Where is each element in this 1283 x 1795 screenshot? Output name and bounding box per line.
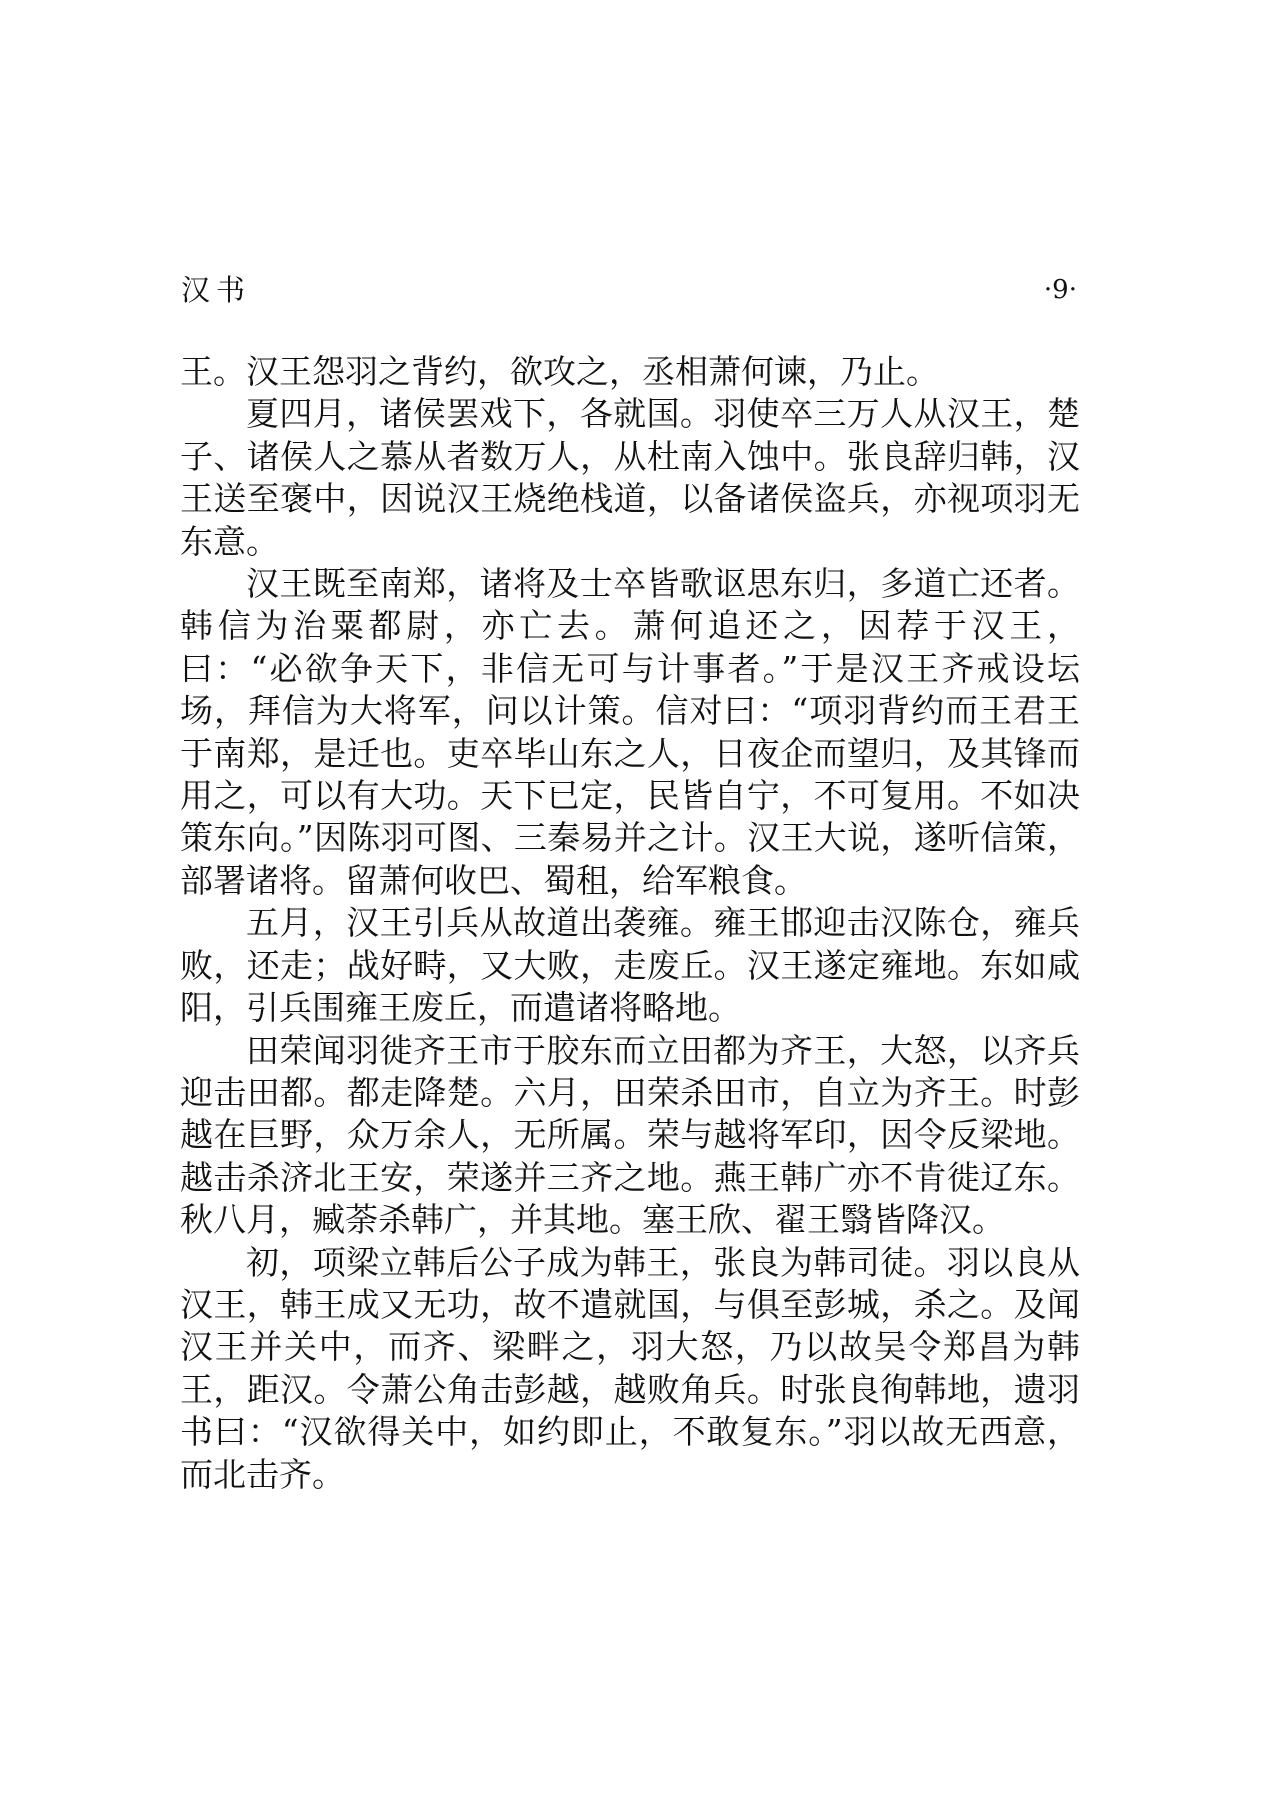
page-header [181, 268, 1077, 312]
body-text [180, 351, 1080, 1496]
paragraph-5: 田荣闻羽徙齐王市于胶东而立田都为齐王，大怒，以齐兵迎击田都。都走降楚。六月，田荣杀田市，自立为齐王。时彭越在巨野，众万余人，无所属。荣与越将军印，因令反梁地。越击杀济北王安，荣遂并三齐之地。燕王韩广亦不肯徙辽东。秋八月，臧荼杀韩广，并其地。塞王欣、翟王翳皆降汉。 [180, 1030, 1080, 1240]
paragraph-1: 王。汉王怨羽之背约，欲攻之，丞相萧何谏，乃止。 [180, 352, 939, 391]
paragraph-3: 汉王既至南郑，诸将及士卒皆歌讴思东归，多道亡还者。韩信为治粟都尉，亦亡去。萧何追还之，因荐于汉王，曰：“必欲争天下，非信无可与计事者。”于是汉王齐戒设坛场，拜信为大将军，问以计策。信对曰：“项羽背约而王君王于南郑，是迁也。吏卒毕山东之人，日夜企而望归，及其锋而用之，可以有大功。天下已定，民皆自宁，不可复用。不如决策东向。”因陈羽可图、三秦易并之计。汉王大说，遂听信策，部署诸将。留萧何收巴、蜀租，给军粮食。 [180, 564, 1080, 900]
book-title: 汉书 [181, 273, 252, 307]
paragraph-2: 夏四月，诸侯罢戏下，各就国。羽使卒三万人从汉王，楚子、诸侯人之慕从者数万人，从杜南入蚀中。张良辞归韩，汉王送至褒中，因说汉王烧绝栈道，以备诸侯盗兵，亦视项羽无东意。 [180, 394, 1080, 561]
paragraph-4: 五月，汉王引兵从故道出袭雍。雍王邯迎击汉陈仓，雍兵败，还走；战好畤，又大败，走废丘。汉王遂定雍地。东如咸阳，引兵围雍王废丘，而遣诸将略地。 [180, 903, 1080, 1028]
paragraph-6: 初，项梁立韩后公子成为韩王，张良为韩司徒。羽以良从汉王，韩王成又无功，故不遣就国，与俱至彭城，杀之。及闻汉王并关中，而齐、梁畔之，羽大怒，乃以故吴令郑昌为韩王，距汉。令萧公角击彭越，越败角兵。时张良徇韩地，遗羽书曰：“汉欲得关中，如约即止，不敢复东。”羽以故无西意，而北击齐。 [180, 1242, 1080, 1494]
page-number: ·9· [1043, 275, 1077, 305]
